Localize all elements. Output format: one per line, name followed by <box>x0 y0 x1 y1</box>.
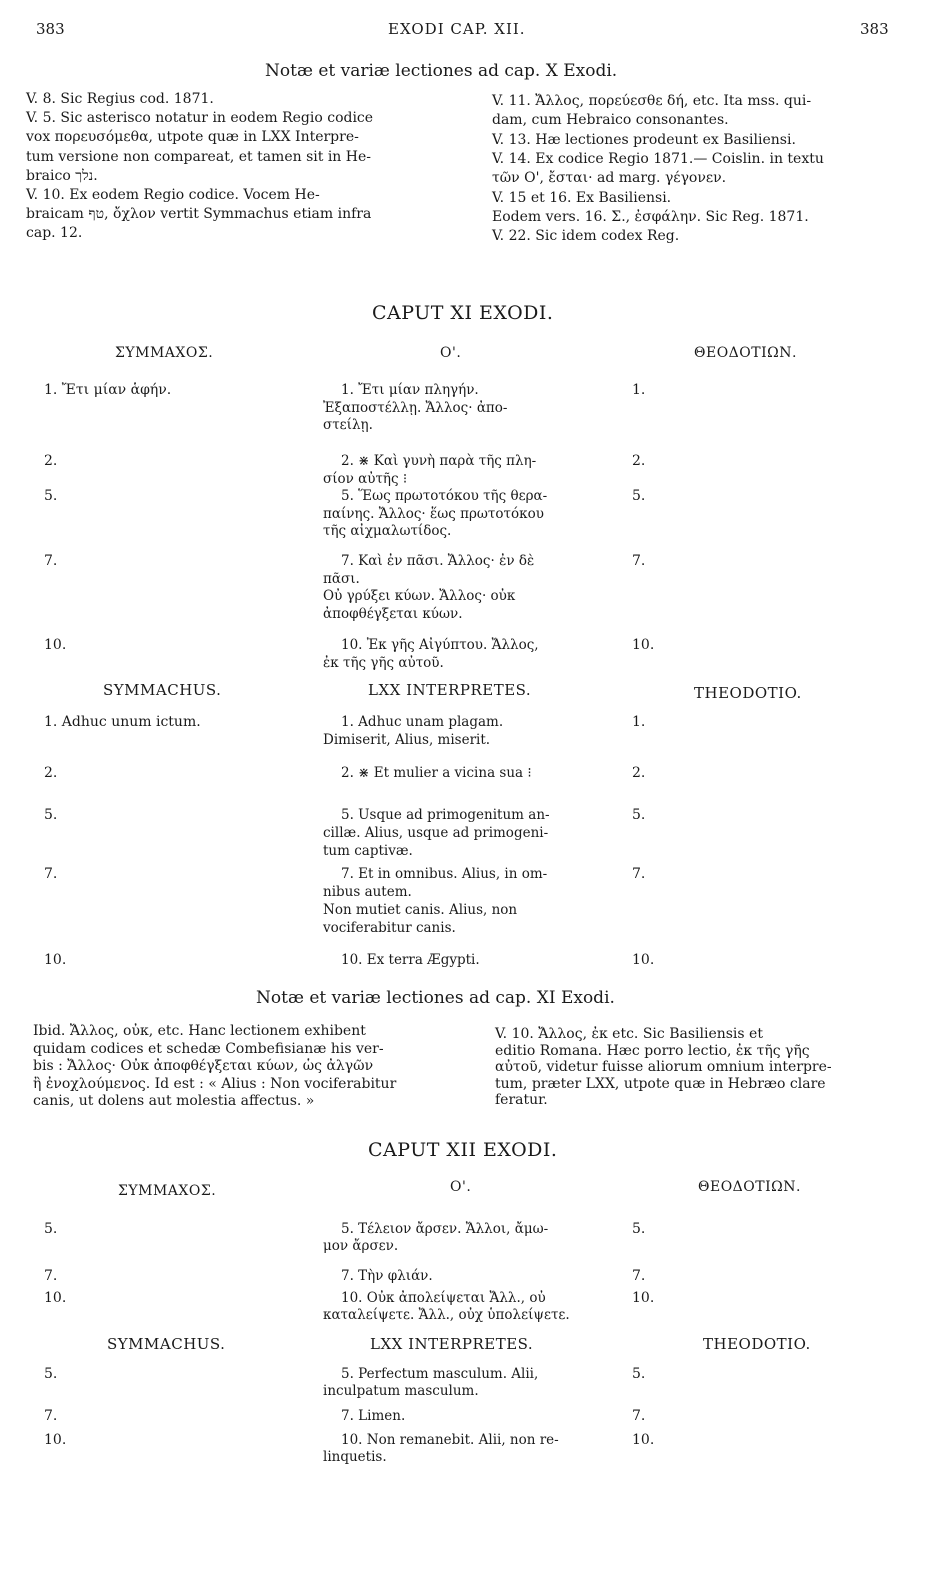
note-line: braicam טף, ὄχλον vertit Symmachus etiam infra <box>26 206 372 223</box>
note-line: τῶν Ο', ἔσται· ad marg. γέγονεν. <box>492 170 727 187</box>
lxx-cell-line: 10. Οὐκ ἀπολείψεται Ἄλλ., οὐ <box>341 1290 546 1306</box>
note-line: editio Romana. Hæc porro lectio, ἐκ τῆς γῆς <box>495 1042 810 1059</box>
caput-xii-greek-header-theodotion: ΘΕΟΔΟΤΙΩΝ. <box>698 1179 801 1195</box>
lxx-cell-line: μον ἄρσεν. <box>323 1238 399 1254</box>
theodotion-cell: 5. <box>632 1366 646 1382</box>
caput-xii-latin-header-symmachus: SYMMACHUS. <box>107 1335 226 1353</box>
lxx-cell-line: Οὐ γρύξει κύων. Ἄλλος· οὐκ <box>323 588 516 604</box>
caput-xii-title: CAPUT XII EXODI. <box>368 1139 558 1161</box>
note-line: V. 10. Ἄλλος, ἐκ etc. Sic Basiliensis et <box>495 1026 763 1042</box>
symmachus-cell: 10. <box>44 952 67 968</box>
symmachus-cell: 7. <box>44 866 58 882</box>
running-title: EXODI CAP. XII. <box>388 20 526 38</box>
caput-xi-title: CAPUT XI EXODI. <box>372 302 554 324</box>
symmachus-cell: 1. Adhuc unum ictum. <box>44 714 201 730</box>
lxx-cell-line: 7. Τὴν φλιάν. <box>341 1268 433 1284</box>
lxx-cell-line: 7. Et in omnibus. Alius, in om- <box>341 866 548 882</box>
note-line: V. 22. Sic idem codex Reg. <box>492 228 680 245</box>
lxx-cell-line: ἀποφθέγξεται κύων. <box>323 605 463 622</box>
lxx-cell-line: καταλείψετε. Ἄλλ., οὐχ ὑπολείψετε. <box>323 1307 570 1323</box>
note-line: αὐτοῦ, videtur fuisse aliorum omnium interpre- <box>495 1059 832 1075</box>
symmachus-cell: 5. <box>44 1366 58 1382</box>
lxx-cell-line: tum captivæ. <box>323 843 413 859</box>
lxx-cell-line: 7. Limen. <box>341 1408 406 1424</box>
lxx-cell-line: Dimiserit, Alius, miserit. <box>323 732 491 748</box>
theodotion-cell: 7. <box>632 866 646 882</box>
symmachus-cell: 5. <box>44 488 58 504</box>
theodotion-cell: 10. <box>632 1290 655 1306</box>
lxx-cell-line: linquetis. <box>323 1449 387 1465</box>
lxx-cell-line: 10. Ἐκ γῆς Αἰγύπτου. Ἄλλος, <box>341 637 539 653</box>
lxx-cell-line: 5. Ἕως πρωτοτόκου τῆς θερα- <box>341 488 548 504</box>
lxx-cell-line: 2. ⋇ Καὶ γυνὴ παρὰ τῆς πλη- <box>341 453 537 469</box>
note-line: bis : Ἄλλος· Οὐκ ἀποφθέγξεται κύων, ὡς ἀλγῶν <box>33 1058 374 1074</box>
symmachus-cell: 2. <box>44 765 58 781</box>
caput-xi-latin-header-symmachus: SYMMACHUS. <box>103 681 222 699</box>
note-line: tum, præter LXX, utpote quæ in Hebræo clare <box>495 1075 826 1092</box>
note-line: braico נלך. <box>26 167 98 184</box>
lxx-cell-line: 1. Adhuc unam plagam. <box>341 714 504 730</box>
caput-xii-latin-header-lxx: LXX INTERPRETES. <box>370 1335 534 1353</box>
lxx-cell-line: Non mutiet canis. Alius, non <box>323 902 518 918</box>
lxx-cell-line: inculpatum masculum. <box>323 1383 479 1399</box>
lxx-cell-line: cillæ. Alius, usque ad primogeni- <box>323 825 549 841</box>
note-line: V. 8. Sic Regius cod. 1871. <box>26 91 214 107</box>
lxx-cell-line: 7. Καὶ ἐν πᾶσι. Ἄλλος· ἐν δὲ <box>341 553 535 569</box>
lxx-cell-line: 10. Non remanebit. Alii, non re- <box>341 1432 559 1448</box>
caput-xi-greek-header-theodotion: ΘΕΟΔΟΤΙΩΝ. <box>694 345 797 361</box>
note-line: canis, ut dolens aut molestia affectus. » <box>33 1093 315 1109</box>
caput-xi-greek-header-lxx: Ο'. <box>440 345 462 361</box>
symmachus-cell: 10. <box>44 637 67 653</box>
lxx-cell-line: 2. ⋇ Et mulier a vicina sua ⁝ <box>341 765 532 781</box>
lxx-cell-line: 5. Usque ad primogenitum an- <box>341 807 550 823</box>
page-number-right: 383 <box>860 20 889 38</box>
symmachus-cell: 1. Ἔτι μίαν ἁφήν. <box>44 382 172 398</box>
symmachus-cell: 7. <box>44 1268 58 1284</box>
note-line: cap. 12. <box>26 225 83 242</box>
notes-xi-title: Notæ et variæ lectiones ad cap. XI Exodi. <box>256 988 615 1008</box>
theodotion-cell: 1. <box>632 382 646 398</box>
lxx-cell-line: ἐκ τῆς γῆς αὐτοῦ. <box>323 654 444 671</box>
symmachus-cell: 7. <box>44 553 58 569</box>
symmachus-cell: 10. <box>44 1290 67 1306</box>
note-line: dam, cum Hebraico consonantes. <box>492 112 729 129</box>
theodotion-cell: 2. <box>632 453 646 469</box>
lxx-cell-line: 1. Ἔτι μίαν πληγήν. <box>341 382 479 398</box>
lxx-cell-line: στείλῃ. <box>323 417 373 433</box>
symmachus-cell: 2. <box>44 453 58 469</box>
symmachus-cell: 10. <box>44 1432 67 1448</box>
note-line: Eodem vers. 16. Σ., ἐσφάλην. Sic Reg. 1871. <box>492 208 809 225</box>
lxx-cell-line: Ἐξαποστέλλῃ. Ἄλλος· ἀπο- <box>323 399 508 416</box>
theodotion-cell: 10. <box>632 952 655 968</box>
note-line: V. 14. Ex codice Regio 1871.— Coislin. in textu <box>492 150 824 167</box>
caput-xii-latin-header-theodotio: THEODOTIO. <box>703 1335 811 1353</box>
notes-x-title: Notæ et variæ lectiones ad cap. X Exodi. <box>265 61 618 81</box>
note-line: tum versione non compareat, et tamen sit in He- <box>26 148 371 165</box>
theodotion-cell: 5. <box>632 807 646 823</box>
note-line: ἢ ἐνοχλούμενος. Id est : « Alius : Non vociferabitur <box>33 1075 397 1092</box>
lxx-cell-line: vociferabitur canis. <box>323 920 456 936</box>
note-line: vox πορευσόμεθα, utpote quæ in LXX Interpre- <box>26 129 359 146</box>
note-line: Ibid. Ἄλλος, οὐκ, etc. Hanc lectionem exhibent <box>33 1023 366 1039</box>
lxx-cell-line: 10. Ex terra Ægypti. <box>341 952 480 968</box>
caput-xii-greek-header-symmachus: ΣΥΜΜΑΧΟΣ. <box>118 1183 217 1199</box>
symmachus-cell: 7. <box>44 1408 58 1424</box>
theodotion-cell: 5. <box>632 1221 646 1237</box>
lxx-cell-line: τῆς αἰχμαλωτίδος. <box>323 523 452 539</box>
lxx-cell-line: σίον αὐτῆς ⁝ <box>323 470 408 487</box>
theodotion-cell: 7. <box>632 553 646 569</box>
caput-xi-latin-header-lxx: LXX INTERPRETES. <box>368 681 532 699</box>
theodotion-cell: 5. <box>632 488 646 504</box>
note-line: feratur. <box>495 1092 548 1108</box>
lxx-cell-line: nibus autem. <box>323 884 412 900</box>
note-line: V. 10. Ex eodem Regio codice. Vocem He- <box>26 187 320 203</box>
caput-xii-greek-header-lxx: Ο'. <box>450 1179 472 1195</box>
note-line: V. 11. Ἄλλος, πορεύεσθε δή, etc. Ita mss. qui- <box>492 93 812 109</box>
theodotion-cell: 7. <box>632 1268 646 1284</box>
note-line: quidam codices et schedæ Combefisianæ his ver- <box>33 1040 384 1057</box>
theodotion-cell: 10. <box>632 1432 655 1448</box>
lxx-cell-line: 5. Perfectum masculum. Alii, <box>341 1366 539 1382</box>
theodotion-cell: 10. <box>632 637 655 653</box>
theodotion-cell: 1. <box>632 714 646 730</box>
page-number-left: 383 <box>36 20 65 38</box>
lxx-cell-line: πᾶσι. <box>323 570 360 587</box>
caput-xi-greek-header-symmachus: ΣΥΜΜΑΧΟΣ. <box>115 345 214 361</box>
lxx-cell-line: 5. Τέλειον ἄρσεν. Ἄλλοι, ἄμω- <box>341 1221 549 1237</box>
lxx-cell-line: παίνης. Ἄλλος· ἕως πρωτοτόκου <box>323 505 544 522</box>
symmachus-cell: 5. <box>44 1221 58 1237</box>
caput-xi-latin-header-theodotio: THEODOTIO. <box>694 684 802 702</box>
symmachus-cell: 5. <box>44 807 58 823</box>
note-line: V. 13. Hæ lectiones prodeunt ex Basiliensi. <box>492 131 796 148</box>
theodotion-cell: 7. <box>632 1408 646 1424</box>
theodotion-cell: 2. <box>632 765 646 781</box>
note-line: V. 15 et 16. Ex Basiliensi. <box>492 189 672 206</box>
note-line: V. 5. Sic asterisco notatur in eodem Regio codice <box>26 110 374 127</box>
